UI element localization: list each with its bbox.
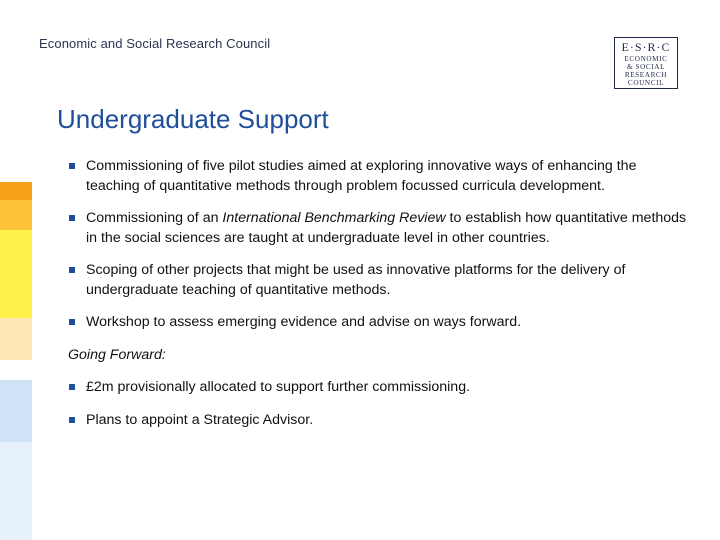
bullet-square-icon — [69, 384, 75, 390]
bullet-item — [68, 261, 693, 300]
side-stripe — [0, 200, 32, 230]
bullet-item — [68, 209, 693, 248]
bullet-square-icon — [69, 267, 75, 273]
page-title: Undergraduate Support — [57, 104, 329, 134]
bullet-square-icon — [69, 417, 75, 423]
section-heading: Going Forward: — [68, 346, 166, 363]
side-stripe — [0, 318, 32, 360]
bullet-item — [68, 157, 693, 196]
logo-line: ECONOMIC — [624, 55, 668, 63]
bullet-text: Scoping of other projects that might be used as innovative platforms for the delivery of undergraduate teaching of quantitative methods. — [86, 262, 626, 298]
org-name: Economic and Social Research Council — [39, 36, 271, 51]
logo-line: & SOCIAL — [626, 63, 666, 71]
bullet-text: Plans to appoint a Strategic Advisor. — [86, 411, 314, 428]
bullet-text — [86, 210, 686, 246]
esrc-logo — [614, 37, 678, 89]
side-stripe — [0, 230, 32, 318]
slide-content — [68, 157, 693, 443]
logo-line: COUNCIL — [627, 79, 665, 87]
bullet-text-post: to establish how quantitative methods in the social sciences are taught at undergraduate level in other countries. — [86, 210, 687, 246]
bullet-item — [68, 378, 693, 398]
bullet-item — [68, 411, 693, 431]
bullet-text: Workshop to assess emerging evidence and advise on ways forward. — [86, 314, 522, 330]
side-stripe — [0, 182, 32, 200]
bullet-text: £2m provisionally allocated to support further commissioning. — [86, 379, 471, 395]
logo-line: RESEARCH — [624, 71, 668, 79]
bullet-square-icon — [69, 319, 75, 325]
logo-title: E·S·R·C — [621, 40, 671, 54]
bullet-text-italic: International Benchmarking Review — [222, 210, 446, 226]
side-stripe — [0, 442, 32, 540]
side-stripe — [0, 360, 32, 380]
bullet-text: Commissioning of five pilot studies aimed at exploring innovative ways of enhancing the teaching of quantitative methods through problem focussed curricula development. — [86, 158, 637, 194]
bullet-square-icon — [69, 215, 75, 221]
side-stripe — [0, 380, 32, 442]
bullet-square-icon — [69, 163, 75, 169]
bullet-item — [68, 313, 693, 333]
bullet-text-pre: Commissioning of an — [86, 210, 223, 226]
